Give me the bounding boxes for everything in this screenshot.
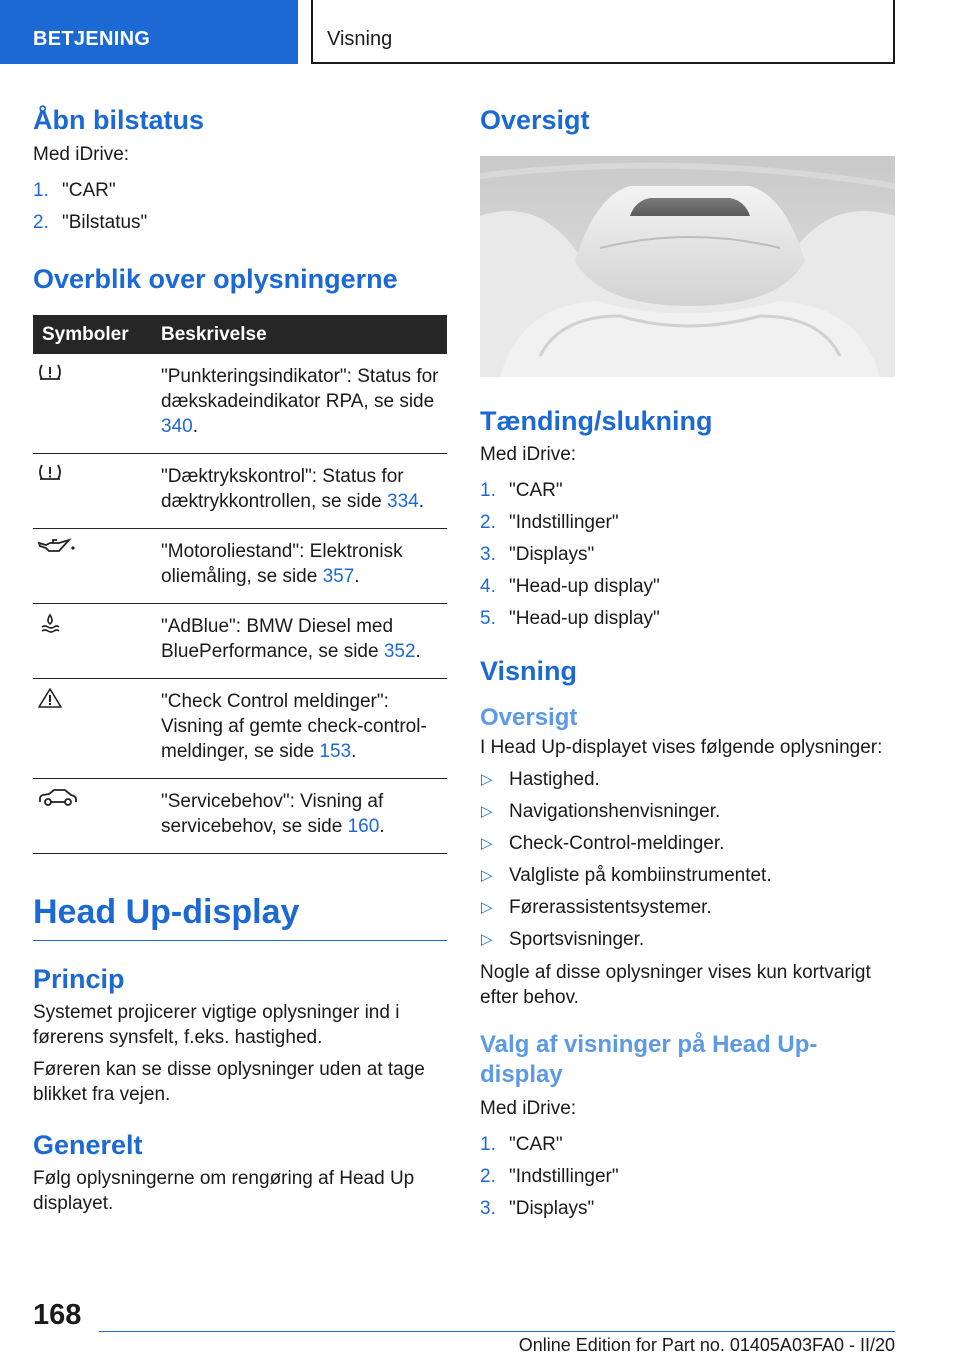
heading-ignition: Tænding/slukning bbox=[480, 406, 713, 436]
triangle-bullet-icon: ▷ bbox=[481, 835, 493, 852]
list-item bbox=[480, 507, 895, 539]
step-text: "Head-up display" bbox=[509, 576, 660, 597]
heading-general: Generelt bbox=[33, 1130, 143, 1160]
column-header-description: Beskrivelse bbox=[155, 315, 447, 354]
step-text: "Head-up display" bbox=[509, 608, 660, 629]
list-item bbox=[480, 892, 895, 924]
footer-divider bbox=[99, 1331, 895, 1332]
table-row bbox=[33, 529, 447, 604]
step-text: "CAR" bbox=[62, 180, 116, 201]
heading-head-up-display: Head Up-display bbox=[33, 893, 300, 931]
row-text: "Servicebehov": Visning af servicebehov, se side bbox=[161, 791, 384, 837]
triangle-bullet-icon: ▷ bbox=[481, 899, 493, 916]
list-item bbox=[480, 1129, 895, 1161]
heading-open-status: Åbn bilstatus bbox=[33, 105, 205, 135]
service-car-icon bbox=[33, 779, 155, 854]
topic-title: Visning bbox=[327, 28, 393, 50]
list-item bbox=[480, 475, 895, 507]
row-text: "Motoroliestand": Elektronisk oliemåling, se side bbox=[161, 541, 403, 587]
step-text: "CAR" bbox=[509, 1134, 563, 1155]
open-status-intro: Med iDrive: bbox=[33, 144, 130, 165]
list-item bbox=[480, 764, 895, 796]
table-cell-description bbox=[155, 604, 447, 679]
adblue-icon bbox=[33, 604, 155, 679]
list-item bbox=[480, 571, 895, 603]
choice-intro: Med iDrive: bbox=[480, 1098, 577, 1119]
principle-paragraph-2: Føreren kan se disse oplysninger uden at tage blikket fra vejen. bbox=[33, 1059, 425, 1105]
display-note: Nogle af disse oplysninger vises kun kortvarigt efter behov. bbox=[480, 962, 871, 1008]
general-paragraph: Følg oplysningerne om rengøring af Head Up displayet. bbox=[33, 1168, 415, 1214]
step-number: 2. bbox=[480, 1166, 496, 1187]
bullet-text: Check-Control-meldinger. bbox=[509, 833, 725, 854]
list-item bbox=[480, 860, 895, 892]
step-number: 2. bbox=[33, 212, 49, 233]
step-number: 3. bbox=[480, 544, 496, 565]
list-item bbox=[480, 796, 895, 828]
step-number: 1. bbox=[480, 1134, 496, 1155]
step-text: "Displays" bbox=[509, 1198, 595, 1219]
row-end: . bbox=[418, 491, 424, 512]
page-link[interactable]: 340 bbox=[161, 416, 193, 437]
section-title: BETJENING bbox=[33, 28, 151, 50]
table-cell-description bbox=[155, 529, 447, 604]
topic-tab bbox=[311, 0, 895, 64]
step-number: 3. bbox=[480, 1198, 496, 1219]
right-column bbox=[480, 100, 895, 1225]
table-cell-description bbox=[155, 454, 447, 529]
section-tab bbox=[0, 0, 298, 64]
page-link[interactable]: 160 bbox=[347, 816, 380, 837]
row-end: . bbox=[379, 816, 385, 837]
row-end: . bbox=[192, 416, 198, 437]
tire-pressure-icon bbox=[33, 454, 155, 529]
step-number: 1. bbox=[480, 480, 496, 501]
page-number: 168 bbox=[33, 1299, 82, 1331]
bullet-text: Førerassistentsystemer. bbox=[509, 897, 712, 918]
bullet-text: Sportsvisninger. bbox=[509, 929, 645, 950]
column-header-symbols: Symboler bbox=[33, 315, 155, 354]
row-text: "Check Control meldinger": Visning af gemte check-control-meldinger, se side bbox=[161, 691, 427, 762]
display-bullets bbox=[480, 764, 895, 956]
row-text: "Punkteringsindikator": Status for dækskadeindikator RPA, se side bbox=[161, 366, 439, 412]
hud-section-header bbox=[33, 890, 447, 941]
table-header-row bbox=[33, 315, 447, 354]
bullet-text: Hastighed. bbox=[509, 769, 600, 790]
triangle-bullet-icon: ▷ bbox=[481, 867, 493, 884]
heading-overview-right: Oversigt bbox=[480, 105, 590, 135]
heading-principle: Princip bbox=[33, 964, 125, 994]
choice-steps bbox=[480, 1129, 895, 1225]
step-number: 2. bbox=[480, 512, 496, 533]
list-item bbox=[33, 207, 447, 239]
page-link[interactable]: 153 bbox=[319, 741, 352, 762]
step-number: 5. bbox=[480, 608, 496, 629]
ignition-intro: Med iDrive: bbox=[480, 444, 577, 465]
subheading-overview: Oversigt bbox=[480, 704, 578, 731]
triangle-bullet-icon: ▷ bbox=[481, 931, 493, 948]
step-number: 1. bbox=[33, 180, 49, 201]
table-cell-description bbox=[155, 679, 447, 779]
step-text: "CAR" bbox=[509, 480, 563, 501]
step-number: 4. bbox=[480, 576, 496, 597]
row-end: . bbox=[354, 566, 360, 587]
triangle-bullet-icon: ▷ bbox=[481, 803, 493, 820]
bullet-text: Valgliste på kombiinstrumentet. bbox=[509, 865, 772, 886]
table-row bbox=[33, 604, 447, 679]
page-link[interactable]: 357 bbox=[322, 566, 355, 587]
list-item bbox=[480, 828, 895, 860]
display-intro: I Head Up-displayet vises følgende oplysninger: bbox=[480, 737, 883, 758]
ignition-steps bbox=[480, 475, 895, 635]
list-item bbox=[33, 175, 447, 207]
heading-overview: Overblik over oplysningerne bbox=[33, 264, 398, 294]
row-end: . bbox=[415, 641, 421, 662]
list-item bbox=[480, 1161, 895, 1193]
symbols-table bbox=[33, 315, 447, 854]
bullet-text: Navigationshenvisninger. bbox=[509, 801, 721, 822]
tire-warning-icon bbox=[33, 354, 155, 454]
list-item bbox=[480, 603, 895, 635]
triangle-bullet-icon: ▷ bbox=[481, 771, 493, 788]
table-row bbox=[33, 679, 447, 779]
list-item bbox=[480, 924, 895, 956]
warning-triangle-icon bbox=[33, 679, 155, 779]
table-row bbox=[33, 454, 447, 529]
table-cell-description bbox=[155, 779, 447, 854]
table-cell-description bbox=[155, 354, 447, 454]
heading-choose-views: Valg af visninger på Head Up-display bbox=[480, 1031, 818, 1088]
open-status-steps bbox=[33, 175, 447, 239]
left-column bbox=[33, 100, 447, 1216]
list-item bbox=[480, 1193, 895, 1225]
head-up-display-photo bbox=[480, 156, 895, 377]
heading-display: Visning bbox=[480, 656, 578, 686]
step-text: "Displays" bbox=[509, 544, 595, 565]
row-text: "Dæktrykskontrol": Status for dæktrykkontrollen, se side bbox=[161, 466, 404, 512]
principle-paragraph-1: Systemet projicerer vigtige oplysninger ind i førerens synsfelt, f.eks. hastighed. bbox=[33, 1002, 400, 1048]
page-link[interactable]: 334 bbox=[387, 491, 419, 512]
table-row bbox=[33, 779, 447, 854]
row-text: "AdBlue": BMW Diesel med BluePerformance, se side bbox=[161, 616, 394, 662]
step-text: "Bilstatus" bbox=[62, 212, 148, 233]
edition-note: Online Edition for Part no. 01405A03FA0 - II/20 bbox=[518, 1335, 895, 1355]
oil-can-icon bbox=[33, 529, 155, 604]
step-text: "Indstillinger" bbox=[509, 1166, 619, 1187]
page-link[interactable]: 352 bbox=[383, 641, 416, 662]
row-end: . bbox=[351, 741, 357, 762]
table-row bbox=[33, 354, 447, 454]
list-item bbox=[480, 539, 895, 571]
step-text: "Indstillinger" bbox=[509, 512, 619, 533]
